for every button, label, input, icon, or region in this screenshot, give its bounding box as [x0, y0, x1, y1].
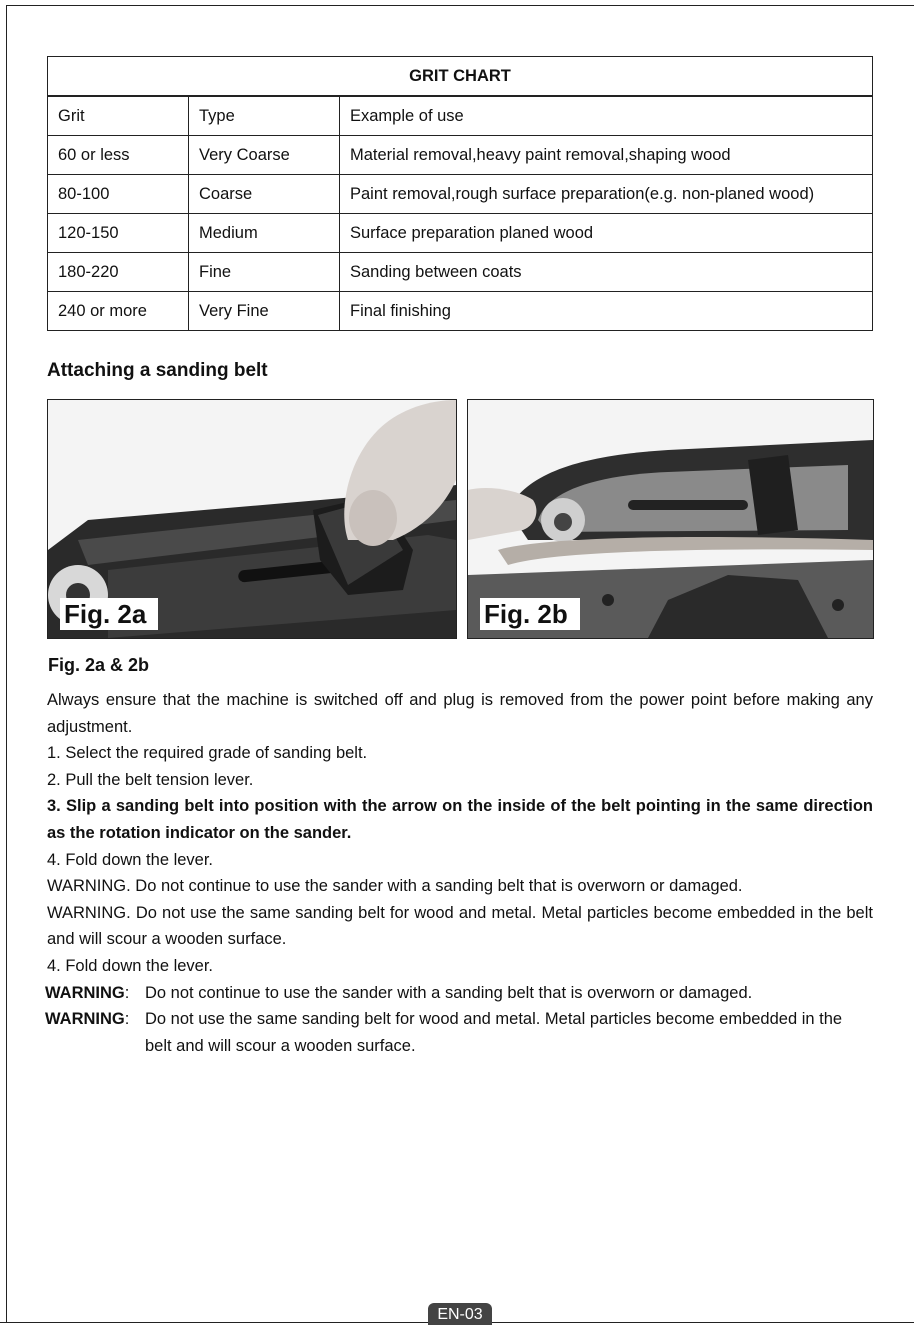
table-header-row — [48, 96, 873, 136]
type-cell: Coarse — [189, 175, 340, 214]
figure-2b — [467, 399, 874, 639]
warning-label — [45, 980, 135, 1007]
section-title: Attaching a sanding belt — [47, 360, 268, 381]
type-cell: Very Coarse — [189, 136, 340, 175]
grit-cell: 60 or less — [48, 136, 189, 175]
page-border-top — [6, 5, 914, 6]
figure-2a — [47, 399, 457, 639]
warning-1: WARNING. Do not continue to use the sander with a sanding belt that is overworn or damaged. — [47, 877, 743, 896]
instructions-body — [47, 687, 873, 1059]
figure-caption: Fig. 2a & 2b — [48, 655, 150, 675]
warning-3-text: Do not continue to use the sander with a sanding belt that is overworn or damaged. — [145, 983, 753, 1002]
warning-label — [45, 1006, 135, 1059]
column-header: Grit — [48, 96, 189, 136]
warning-colon: : — [124, 983, 130, 1002]
page-number: EN-03 — [428, 1303, 492, 1325]
step-1: 1. Select the required grade of sanding belt. — [47, 744, 368, 763]
step-2: 2. Pull the belt tension lever. — [47, 770, 254, 789]
grit-cell: 240 or more — [48, 292, 189, 331]
warning-4-text: Do not use the same sanding belt for wood and metal. Metal particles become embedded in the belt and will scour a wooden surface. — [145, 1010, 843, 1055]
table-row — [48, 292, 873, 331]
grit-cell: 80-100 — [48, 175, 189, 214]
table-row — [48, 136, 873, 175]
table-row — [48, 175, 873, 214]
column-header: Type — [189, 96, 340, 136]
figure-2a-label: Fig. 2a — [60, 598, 158, 630]
warning-label-text: WARNING — [45, 1010, 125, 1029]
page-border-left — [6, 5, 7, 1323]
grit-chart-table — [47, 56, 873, 331]
warning-4-row — [45, 1006, 873, 1059]
warning-3-row — [45, 980, 873, 1007]
type-cell: Very Fine — [189, 292, 340, 331]
step-3: 3. Slip a sanding belt into position with the arrow on the inside of the belt pointing in the same direction as the rotation indicator on the sander. — [47, 797, 873, 842]
warning-colon: : — [124, 1010, 130, 1029]
warning-label-text: WARNING — [45, 983, 125, 1002]
grit-cell: 180-220 — [48, 253, 189, 292]
use-cell: Material removal,heavy paint removal,shaping wood — [340, 136, 873, 175]
intro-paragraph: Always ensure that the machine is switched off and plug is removed from the power point before making any adjustment. — [47, 691, 873, 736]
step-4-repeat: 4. Fold down the lever. — [47, 956, 214, 975]
step-4: 4. Fold down the lever. — [47, 850, 214, 869]
table-row — [48, 214, 873, 253]
column-header: Example of use — [340, 96, 873, 136]
table-row — [48, 253, 873, 292]
grit-chart-title: GRIT CHART — [48, 57, 873, 97]
grit-cell: 120-150 — [48, 214, 189, 253]
use-cell: Final finishing — [340, 292, 873, 331]
use-cell: Surface preparation planed wood — [340, 214, 873, 253]
use-cell: Sanding between coats — [340, 253, 873, 292]
figure-2b-label: Fig. 2b — [480, 598, 580, 630]
warning-2: WARNING. Do not use the same sanding belt for wood and metal. Metal particles become embedded in the belt and will scour a wooden surface. — [47, 903, 873, 949]
type-cell: Medium — [189, 214, 340, 253]
type-cell: Fine — [189, 253, 340, 292]
use-cell: Paint removal,rough surface preparation(e.g. non-planed wood) — [340, 175, 873, 214]
